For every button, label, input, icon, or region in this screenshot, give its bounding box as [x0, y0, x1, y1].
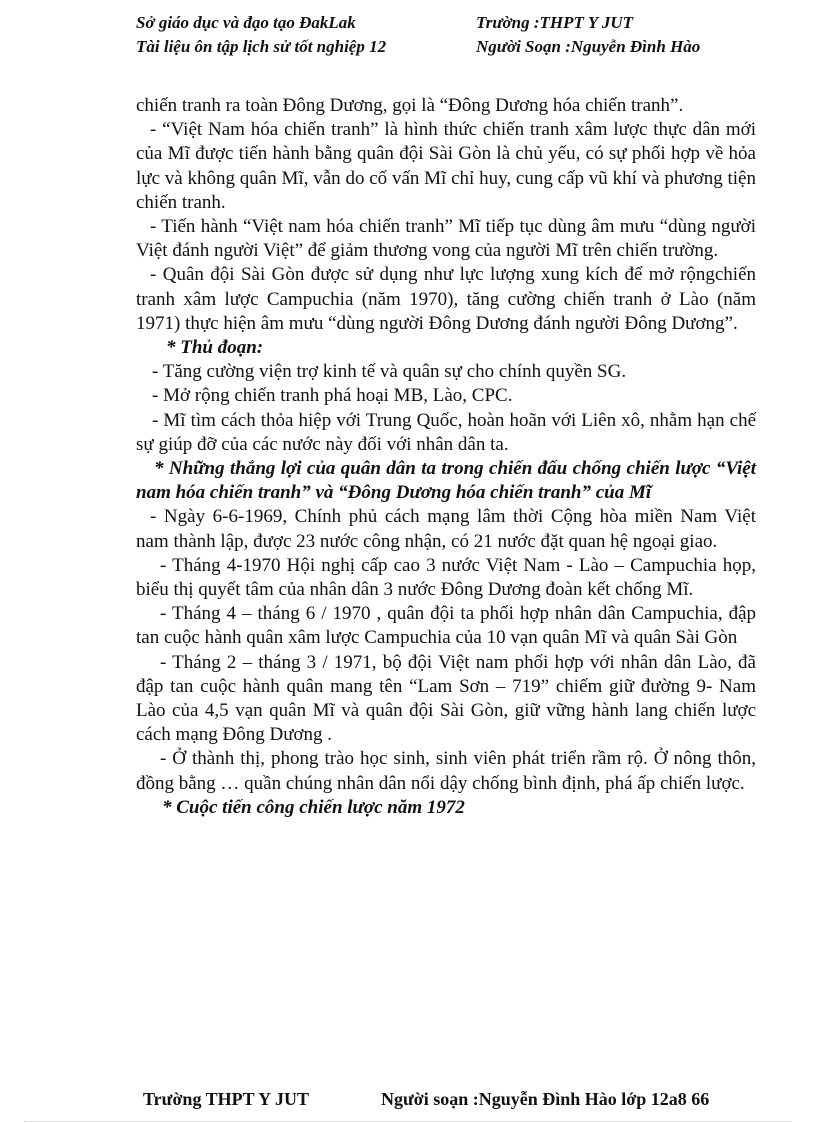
header-line-1: [136, 12, 634, 34]
header-department: Sở giáo dục và đạo tạo ĐakLak: [136, 13, 356, 32]
paragraph: - Tiến hành “Việt nam hóa chiến tranh” Mĩ tiếp tục dùng âm mưu “dùng người Việt đánh người Việt” để giảm thương vong của người Mĩ trên chiến trường.: [136, 216, 756, 262]
section-heading: * Những thắng lợi của quân dân ta trong chiến đấu chống chiến lược “Việt nam hóa chiến tranh” và “Đông Dương hóa chiến tranh” của Mĩ: [136, 458, 756, 504]
document-body: [136, 94, 756, 820]
paragraph: - Tăng cường viện trợ kinh tế và quân sự cho chính quyền SG.: [152, 361, 627, 383]
footer-school: Trường THPT Y JUT: [143, 1089, 309, 1109]
section-heading: * Thủ đoạn:: [166, 337, 264, 359]
paragraph: - Mĩ tìm cách thỏa hiệp với Trung Quốc, hoàn hoãn với Liên xô, nhằm hạn chế sự giúp đỡ của các nước này đối với nhân dân ta.: [136, 409, 756, 455]
paragraph: - Quân đội Sài Gòn được sử dụng như lực lượng xung kích để mở rộngchiến tranh xâm lược Campuchia (năm 1970), tăng cường chiến tranh ở Lào (năm 1971) thực hiện âm mưu “dùng người Đông Dương đánh người Đông Dương”.: [136, 264, 756, 334]
paragraph: - Mở rộng chiến tranh phá hoại MB, Lào, CPC.: [152, 385, 513, 407]
paragraph: - “Việt Nam hóa chiến tranh” là hình thức chiến tranh xâm lược thực dân mới của Mĩ được tiến hành bằng quân đội Sài Gòn là chủ yếu, có sự phối hợp về hỏa lực và không quân Mĩ, vẫn do cố vấn Mĩ chỉ huy, cung cấp vũ khí và phương tiện chiến tranh.: [136, 119, 756, 213]
paragraph: - Ngày 6-6-1969, Chính phủ cách mạng lâm thời Cộng hòa miền Nam Việt nam thành lập, được 23 nước công nhận, có 21 nước đặt quan hệ ngoại giao.: [136, 506, 756, 552]
paragraph: - Ở thành thị, phong trào học sinh, sinh viên phát triển rầm rộ. Ở nông thôn, đồng bằng … quần chúng nhân dân nổi dậy chống bình định, phá ấp chiến lược.: [136, 748, 756, 794]
header-author: Người Soạn :Nguyễn Đình Hào: [476, 37, 701, 56]
header-document-title: Tài liệu ôn tập lịch sử tốt nghiệp 12: [136, 37, 387, 56]
paragraph: - Tháng 4-1970 Hội nghị cấp cao 3 nước Việt Nam - Lào – Campuchia họp, biểu thị quyết tâm của nhân dân 3 nước Đông Dương đoàn kết chống Mĩ.: [136, 554, 756, 601]
header-school: Trường :THPT Y JUT: [476, 13, 634, 32]
paragraph: - Tháng 4 – tháng 6 / 1970 , quân đội ta phối hợp nhân dân Campuchia, đập tan cuộc hành quân xâm lược Campuchia của 10 vạn quân Mĩ và quân Sài Gòn: [136, 603, 756, 649]
header-line-2: [136, 36, 701, 58]
section-heading: * Cuộc tiến công chiến lược năm 1972: [162, 796, 465, 818]
footer-author: Người soạn :Nguyễn Đình Hào lớp 12a8 66: [381, 1089, 710, 1109]
paragraph: - Tháng 2 – tháng 3 / 1971, bộ đội Việt nam phối hợp với nhân dân Lào, đã đập tan cuộc hành quân mang tên “Lam Sơn – 719” chiếm giữ đường 9- Nam Lào của 4,5 vạn quân Mĩ và quân đội Sài Gòn, giữ vững hành lang chiến lược cách mạng Đông Dương .: [136, 651, 756, 746]
paragraph: chiến tranh ra toàn Đông Dương, gọi là “Đông Dương hóa chiến tranh”.: [136, 95, 684, 116]
page-bottom-border: [24, 1121, 792, 1122]
page-footer: [143, 1089, 710, 1110]
